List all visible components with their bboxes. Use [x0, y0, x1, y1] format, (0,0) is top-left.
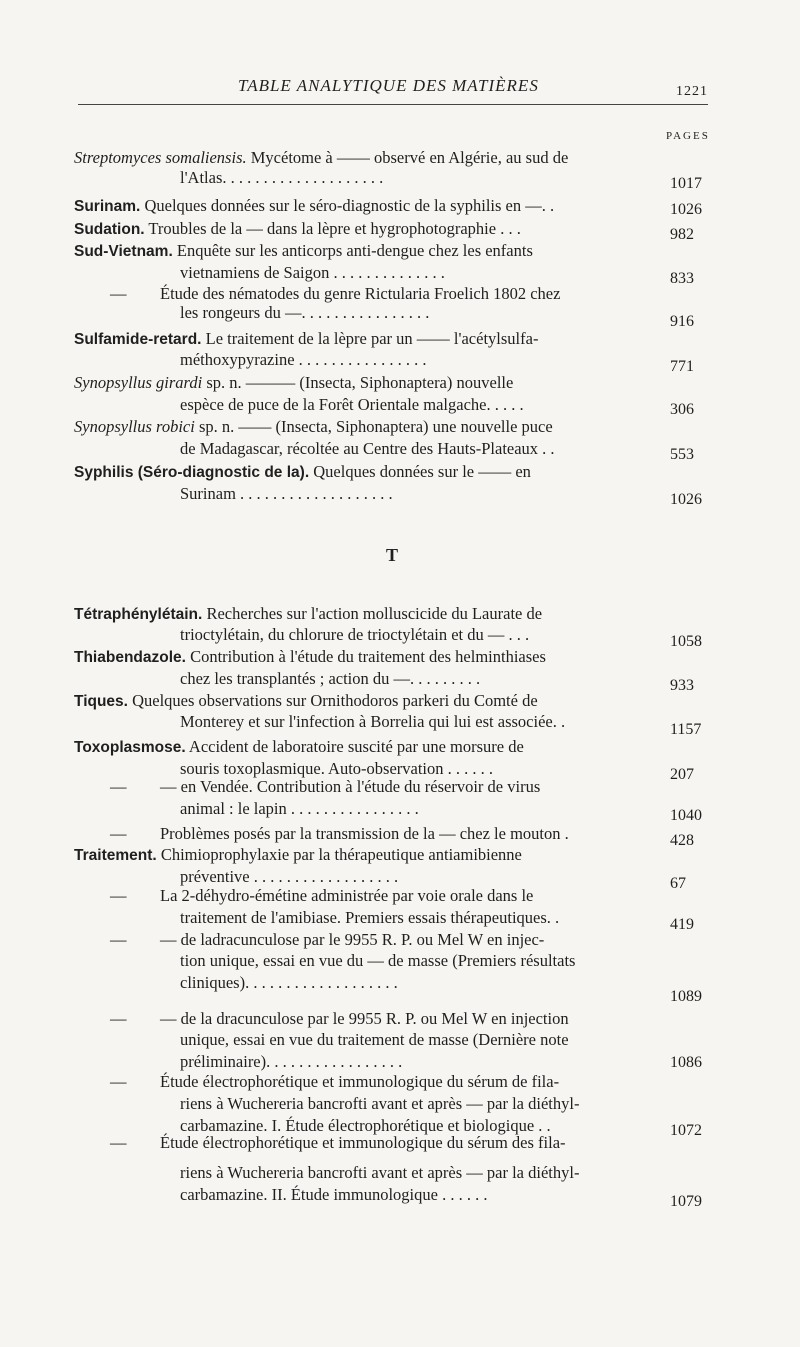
page-reference: 982 — [670, 226, 694, 243]
entry-text: sp. n. —— (Insecta, Siphonaptera) une nouvelle puce — [194, 417, 553, 436]
entry-text: Problèmes posés par la transmission de la — chez le mouton . — [160, 824, 569, 843]
page-reference: 1026 — [670, 491, 702, 508]
index-line — [0, 736, 800, 760]
entry-text: préliminaire). . . . . . . . . . . . . . . . . — [180, 1052, 403, 1071]
entry-text: Recherches sur l'action molluscicide du Laurate de — [202, 604, 543, 623]
index-line — [0, 1132, 800, 1156]
entry-text: l'Atlas. . . . . . . . . . . . . . . . . . . . — [180, 168, 384, 187]
page-number: 1221 — [676, 84, 708, 99]
index-line — [0, 416, 800, 440]
page-reference: 1026 — [670, 201, 702, 218]
index-term: Tétraphénylétain. — [74, 606, 203, 623]
page-reference: 916 — [670, 313, 694, 330]
entry-text: souris toxoplasmique. Auto-observation . . . . . . — [180, 759, 494, 778]
ditto-dash: — — [110, 886, 127, 905]
entry-text: carbamazine. I. Étude électrophorétique et biologique . . — [180, 1116, 551, 1135]
index-term: Sudation. — [74, 221, 145, 238]
index-term: Surinam. — [74, 198, 141, 215]
entry-text: Chimioprophylaxie par la thérapeutique antiamibienne — [156, 845, 522, 864]
ditto-dash: — — [110, 1009, 127, 1028]
page-reference: 833 — [670, 270, 694, 287]
entry-text: unique, essai en vue du traitement de masse (Dernière note — [180, 1030, 569, 1049]
page-reference: 1072 — [670, 1122, 702, 1139]
page-reference: 1157 — [670, 721, 702, 738]
page-reference: 67 — [670, 875, 686, 892]
entry-text: Le traitement de la lèpre par un —— l'acétylsulfa- — [201, 329, 539, 348]
index-term: Sud-Vietnam. — [74, 243, 173, 260]
entry-text: Quelques observations sur Ornithodoros parkeri du Comté de — [127, 691, 538, 710]
entry-page-ref — [0, 173, 800, 197]
entry-text: vietnamiens de Saigon . . . . . . . . . . . . . . — [180, 263, 445, 282]
page-reference: 1079 — [670, 1193, 702, 1210]
index-line — [0, 776, 800, 800]
index-term: Traitement. — [74, 847, 157, 864]
page-reference: 1089 — [670, 988, 702, 1005]
entry-text: Monterey et sur l'infection à Borrelia qui lui est associée. . — [180, 712, 566, 731]
ditto-dash: — — [110, 284, 127, 303]
entry-text: traitement de l'amibiase. Premiers essais thérapeutiques. . — [180, 908, 560, 927]
entry-text: Surinam . . . . . . . . . . . . . . . . . . . — [180, 484, 393, 503]
page-reference: 207 — [670, 766, 694, 783]
index-term: Syphilis (Séro-diagnostic de la). — [74, 464, 310, 481]
index-term: Thiabendazole. — [74, 649, 186, 666]
entry-text: riens à Wuchereria bancrofti avant et après — par la diéthyl- — [180, 1094, 580, 1113]
running-title: TABLE ANALYTIQUE DES MATIÈRES — [238, 76, 539, 95]
entry-text: Étude électrophorétique et immunologique du sérum des fila- — [160, 1133, 566, 1152]
entry-text: sp. n. ——— (Insecta, Siphonaptera) nouvelle — [202, 373, 514, 392]
page-reference: 1086 — [670, 1054, 702, 1071]
entry-text: carbamazine. II. Étude immunologique . . . . . . — [180, 1185, 488, 1204]
entry-text: trioctylétain, du chlorure de trioctylétain et du — . . . — [180, 625, 530, 644]
section-letter: T — [386, 545, 399, 565]
page-reference: 419 — [670, 916, 694, 933]
index-term: Sulfamide-retard. — [74, 331, 202, 348]
ditto-dash: — — [110, 1133, 127, 1152]
entry-text: Étude électrophorétique et immunologique du sérum de fila- — [160, 1072, 560, 1091]
ditto-dash: — — [110, 1072, 127, 1091]
index-line — [0, 950, 800, 974]
entry-text: Enquête sur les anticorps anti-dengue chez les enfants — [172, 241, 533, 260]
page-reference: 771 — [670, 358, 694, 375]
entry-text: Accident de laboratoire suscité par une morsure de — [185, 737, 524, 756]
index-term: Tiques. — [74, 693, 128, 710]
entry-text: les rongeurs du —. . . . . . . . . . . . . . . . — [180, 303, 430, 322]
entry-text: — de la dracunculose par le 9955 R. P. ou Mel W en injection — [160, 1009, 569, 1028]
ditto-dash: — — [110, 930, 127, 949]
entry-text: de Madagascar, récoltée au Centre des Hauts-Plateaux . . — [180, 439, 555, 458]
index-line — [0, 1162, 800, 1186]
page-reference: 1040 — [670, 807, 702, 824]
index-line — [0, 1093, 800, 1117]
page-reference: 306 — [670, 401, 694, 418]
entry-page-ref — [0, 489, 800, 513]
entry-text: Troubles de la — dans la lèpre et hygrophotographie . . . — [144, 219, 521, 238]
page-reference: 428 — [670, 832, 694, 849]
page-reference: 1017 — [670, 175, 702, 192]
index-line — [0, 240, 800, 264]
entry-text: animal : le lapin . . . . . . . . . . . . . . . . — [180, 799, 419, 818]
index-term: Synopsyllus robici — [74, 417, 195, 436]
page-reference: 933 — [670, 677, 694, 694]
index-line — [0, 461, 800, 485]
entry-page-ref — [0, 986, 800, 1010]
entry-text: — en Vendée. Contribution à l'étude du réservoir de virus — [160, 777, 541, 796]
entry-text: La 2-déhydro-émétine administrée par voie orale dans le — [160, 886, 534, 905]
index-term: Synopsyllus girardi — [74, 373, 203, 392]
ditto-dash: — — [110, 777, 127, 796]
entry-text: tion unique, essai en vue du — de masse (Premiers résultats — [180, 951, 576, 970]
index-term: Streptomyces somaliensis. — [74, 148, 247, 167]
index-line — [0, 1071, 800, 1095]
pages-column-label: PAGES — [666, 130, 710, 142]
ditto-dash: — — [110, 824, 127, 843]
index-term: Toxoplasmose. — [74, 739, 186, 756]
entry-text: préventive . . . . . . . . . . . . . . . . . . — [180, 867, 399, 886]
entry-text: Quelques données sur le —— en — [309, 462, 531, 481]
index-line — [0, 844, 800, 868]
entry-text: Contribution à l'étude du traitement des helminthiases — [185, 647, 546, 666]
entry-text: cliniques). . . . . . . . . . . . . . . . . . . — [180, 973, 398, 992]
index-line — [0, 1029, 800, 1053]
entry-page-ref — [0, 1191, 800, 1215]
entry-text: Étude des nématodes du genre Rictularia Froelich 1802 chez — [160, 284, 561, 303]
index-line — [0, 885, 800, 909]
index-line — [0, 646, 800, 670]
index-line — [0, 372, 800, 396]
page-reference: 553 — [670, 446, 694, 463]
entry-text: — de ladracunculose par le 9955 R. P. ou Mel W en injec- — [160, 930, 545, 949]
entry-text: espèce de puce de la Forêt Orientale malgache. . . . . — [180, 395, 524, 414]
entry-text: méthoxypyrazine . . . . . . . . . . . . . . . . — [180, 350, 427, 369]
entry-text: Quelques données sur le séro-diagnostic de la syphilis en —. . — [140, 196, 555, 215]
entry-text: chez les transplantés ; action du —. . . . . . . . . — [180, 669, 481, 688]
page-reference: 1058 — [670, 633, 702, 650]
entry-text: Mycétome à —— observé en Algérie, au sud de — [246, 148, 569, 167]
entry-text: riens à Wuchereria bancrofti avant et après — par la diéthyl- — [180, 1163, 580, 1182]
